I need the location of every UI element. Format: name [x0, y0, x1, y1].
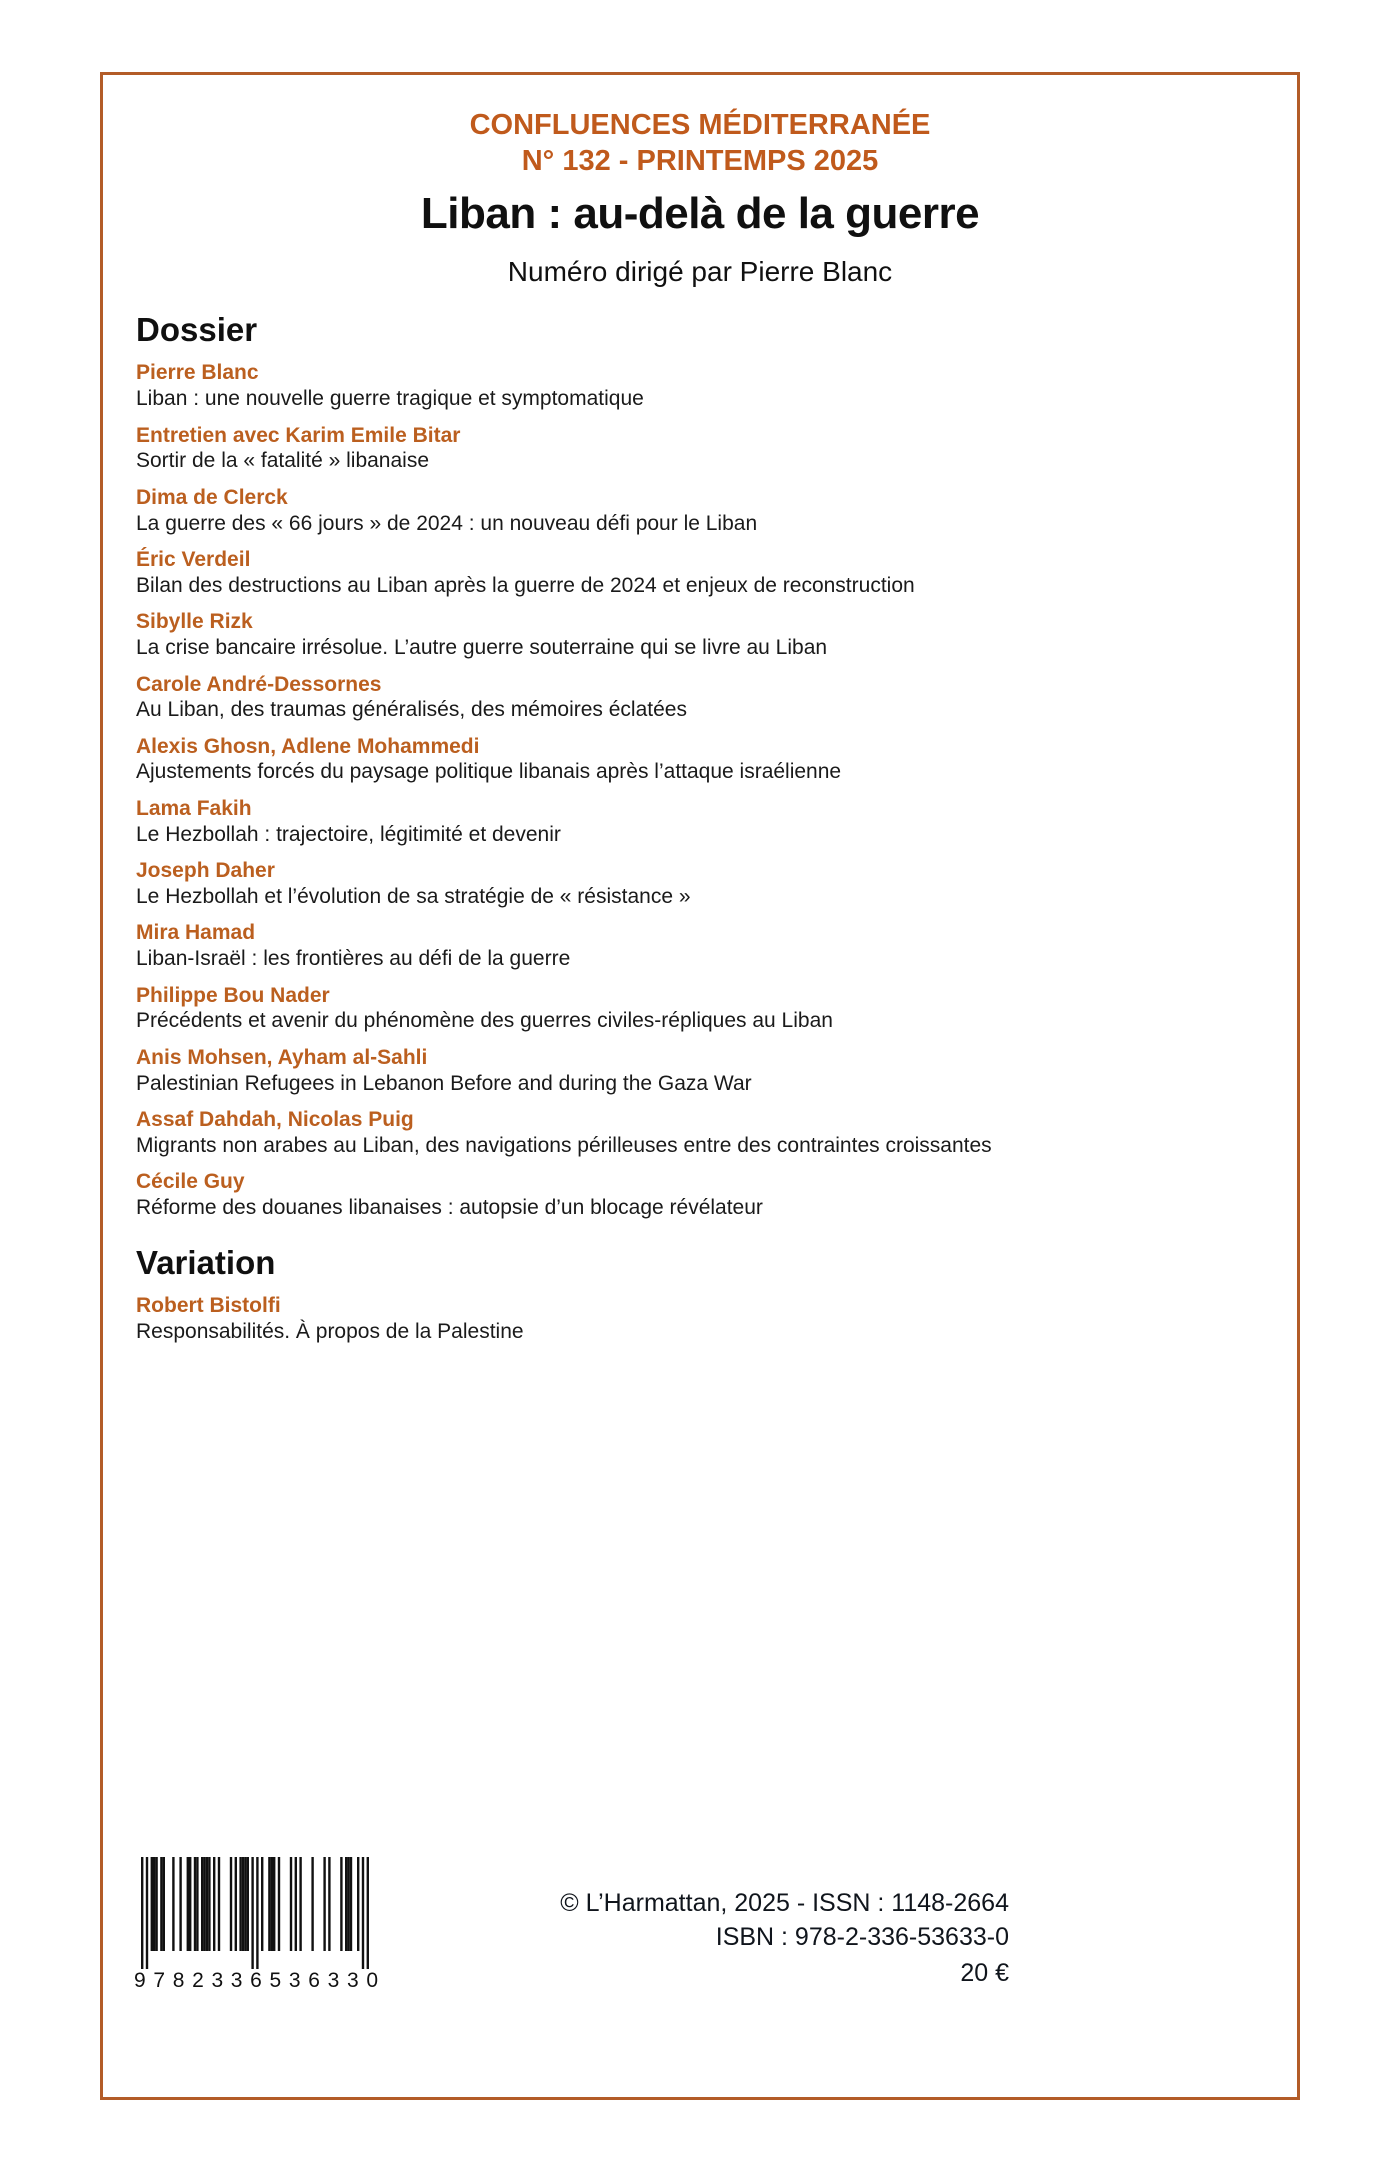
toc-entry	[136, 547, 1264, 598]
section-heading-variation: Variation	[136, 1243, 276, 1281]
barcode-bars-icon	[133, 1857, 379, 1969]
toc-entry	[136, 485, 1264, 536]
entry-author: Alexis Ghosn, Adlene Mohammedi	[136, 734, 480, 758]
barcode-digit: 6	[250, 1969, 262, 1992]
barcode-digit: 3	[346, 1969, 359, 1992]
toc-entry	[136, 1045, 1264, 1096]
entry-author: Robert Bistolfi	[136, 1294, 281, 1318]
barcode-digit: 5	[269, 1969, 282, 1992]
price: 20 €	[960, 1959, 1009, 1988]
toc-entry	[136, 423, 1264, 474]
entry-title: Liban : une nouvelle guerre tragique et symptomatique	[136, 387, 644, 411]
issue-title: Liban : au-delà de la guerre	[420, 188, 980, 238]
toc-entry	[136, 858, 1264, 909]
entry-author: Cécile Guy	[136, 1170, 245, 1194]
ean-barcode	[133, 1857, 379, 1991]
toc-entry	[136, 734, 1264, 785]
entry-title: La guerre des « 66 jours » de 2024 : un nouveau défi pour le Liban	[136, 511, 758, 535]
entry-author: Joseph Daher	[136, 859, 275, 883]
entry-title: Ajustements forcés du paysage politique libanais après l’attaque israélienne	[136, 760, 842, 784]
entry-author: Dima de Clerck	[136, 485, 288, 509]
toc-entry	[136, 609, 1264, 660]
cover-footer	[133, 1857, 1267, 1991]
entry-author: Carole André-Dessornes	[136, 672, 382, 696]
entry-title: Migrants non arabes au Liban, des navigations périlleuses entre des contraintes croissantes	[136, 1133, 992, 1157]
barcode-digit: 8	[172, 1969, 185, 1992]
barcode-digit: 9	[134, 1969, 146, 1992]
entry-title: Le Hezbollah et l’évolution de sa stratégie de « résistance »	[136, 884, 691, 908]
journal-name: CONFLUENCES MÉDITERRANÉE	[469, 109, 931, 141]
barcode-digit: 3	[211, 1969, 224, 1992]
barcode-digit: 6	[308, 1969, 320, 1992]
toc-entry	[136, 1169, 1264, 1220]
table-of-contents	[133, 310, 1267, 1344]
entry-title: Précédents et avenir du phénomène des guerres civiles-répliques au Liban	[136, 1009, 833, 1033]
toc-entry	[136, 920, 1264, 971]
entry-author: Sibylle Rizk	[136, 610, 253, 634]
entry-author: Mira Hamad	[136, 921, 256, 945]
entry-author: Lama Fakih	[136, 797, 252, 821]
toc-entry	[136, 1293, 1264, 1344]
entry-author: Pierre Blanc	[136, 361, 259, 385]
entry-author: Anis Mohsen, Ayham al-Sahli	[136, 1045, 428, 1069]
issue-number: N° 132 - PRINTEMPS 2025	[521, 145, 879, 178]
barcode-digit: 3	[230, 1969, 243, 1992]
issue-editor: Numéro dirigé par Pierre Blanc	[507, 255, 893, 287]
entry-author: Éric Verdeil	[136, 548, 251, 572]
copyright-issn-line: © L’Harmattan, 2025 - ISSN : 1148-2664	[560, 1888, 1009, 1917]
cover-border-frame	[100, 72, 1300, 2100]
toc-entry	[136, 360, 1264, 411]
section-heading-dossier: Dossier	[136, 310, 258, 348]
entry-title: Le Hezbollah : trajectoire, légitimité et devenir	[136, 822, 561, 846]
cover-header	[133, 107, 1267, 288]
entry-title: Au Liban, des traumas généralisés, des mémoires éclatées	[136, 698, 687, 722]
entry-title: Palestinian Refugees in Lebanon Before and during the Gaza War	[136, 1071, 752, 1095]
toc-entry	[136, 672, 1264, 723]
entry-title: Liban-Israël : les frontières au défi de la guerre	[136, 947, 571, 971]
toc-entry	[136, 1107, 1264, 1158]
imprint-block	[560, 1887, 1009, 1991]
entry-author: Entretien avec Karim Emile Bitar	[136, 423, 461, 447]
toc-entry	[136, 796, 1264, 847]
barcode-digit: 3	[327, 1969, 340, 1992]
entry-title: Réforme des douanes libanaises : autopsie d’un blocage révélateur	[136, 1195, 763, 1219]
entry-title: Sortir de la « fatalité » libanaise	[136, 449, 430, 473]
barcode-digit: 3	[288, 1969, 301, 1992]
barcode-digit: 0	[366, 1969, 378, 1992]
entry-author: Assaf Dahdah, Nicolas Puig	[136, 1108, 414, 1132]
barcode-number	[133, 1969, 379, 1991]
barcode-digit: 7	[153, 1969, 166, 1992]
entry-title: Responsabilités. À propos de la Palestine	[136, 1319, 524, 1343]
toc-entry	[136, 983, 1264, 1034]
entry-title: Bilan des destructions au Liban après la guerre de 2024 et enjeux de reconstruction	[136, 573, 915, 597]
barcode-digit: 2	[192, 1969, 204, 1992]
entry-author: Philippe Bou Nader	[136, 983, 330, 1007]
isbn-line: ISBN : 978-2-336-53633-0	[715, 1922, 1009, 1951]
entry-title: La crise bancaire irrésolue. L’autre guerre souterraine qui se livre au Liban	[136, 635, 828, 659]
